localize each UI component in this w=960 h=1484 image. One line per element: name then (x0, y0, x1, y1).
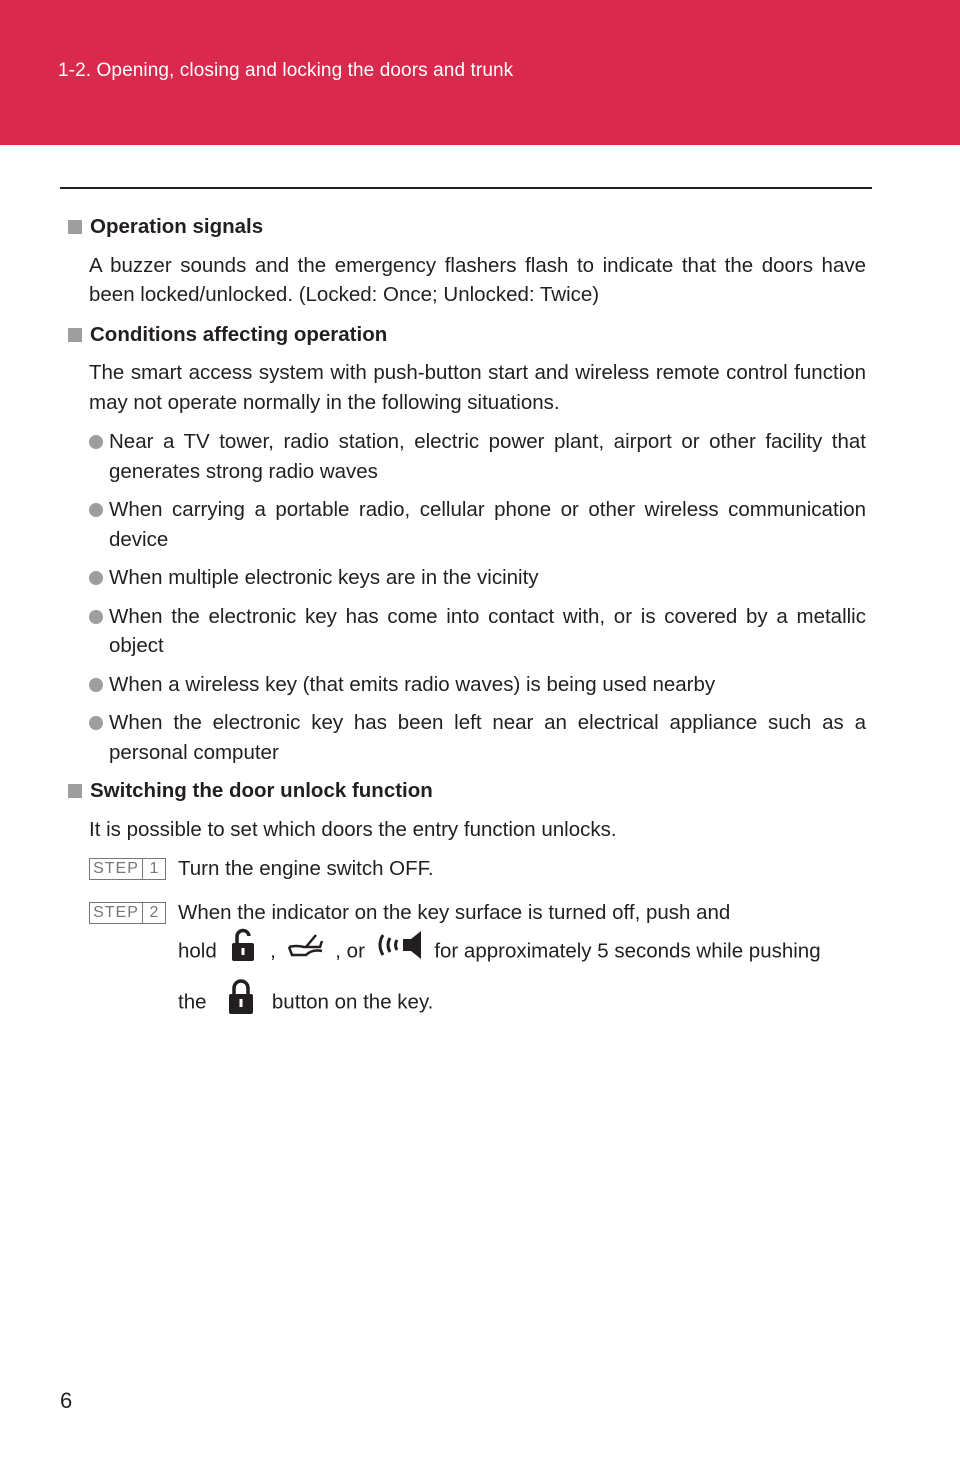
step-word: for approximately 5 seconds while pushing (434, 939, 821, 963)
list-item-text: When a wireless key (that emits radio waves) is being used nearby (109, 672, 716, 696)
list-item-text: When the electronic key has been left near an electrical appliance such as a personal computer (109, 711, 866, 764)
heading-text: Switching the door unlock function (90, 779, 433, 802)
circle-bullet-icon (89, 503, 103, 517)
step-label: STEP (90, 903, 143, 923)
step-line (178, 977, 866, 1029)
step-line: When the indicator on the key surface is turned off, push and (178, 900, 731, 924)
step-word: the (178, 990, 207, 1014)
list-item (89, 708, 866, 767)
step-label: STEP (90, 859, 143, 879)
step-text: Turn the engine switch OFF. (178, 857, 434, 880)
square-bullet-icon (68, 220, 82, 234)
panic-icon (375, 927, 425, 977)
circle-bullet-icon (89, 571, 103, 585)
square-bullet-icon (68, 328, 82, 342)
paragraph-text: The smart access system with push-button start and wireless remote control function may not operate normally in the following situations. (89, 361, 866, 414)
step-word: hold (178, 939, 217, 963)
step-badge (89, 902, 166, 924)
page-header (0, 0, 960, 145)
list-item (89, 563, 866, 593)
list-item-text: Near a TV tower, radio station, electric power plant, airport or other facility that generates strong radio waves (109, 430, 866, 483)
paragraph-switching (66, 815, 866, 845)
page-content (66, 212, 866, 1043)
unlock-icon (226, 927, 260, 977)
step-word: , (270, 939, 276, 963)
list-item-text: When multiple electronic keys are in the vicinity (109, 566, 539, 589)
step-number: 2 (149, 903, 159, 921)
step-badge (89, 858, 166, 880)
step-text (178, 898, 866, 1030)
circle-bullet-icon (89, 435, 103, 449)
list-item-text: When the electronic key has come into contact with, or is covered by a metallic object (109, 604, 866, 657)
step-line (178, 927, 866, 977)
list-item-text: When carrying a portable radio, cellular phone or other wireless communication device (109, 498, 866, 551)
section-title: 1-2. Opening, closing and locking the doors and trunk (58, 60, 514, 81)
paragraph-text: It is possible to set which doors the entry function unlocks. (89, 817, 617, 841)
heading-conditions (66, 320, 866, 350)
heading-switching (66, 776, 866, 806)
page-number: 6 (60, 1388, 73, 1413)
heading-text: Operation signals (90, 215, 264, 238)
trunk-icon (286, 927, 326, 977)
heading-operation-signals (66, 212, 866, 242)
list-item (89, 670, 866, 700)
step-word: , or (335, 939, 365, 963)
lock-icon (226, 977, 256, 1029)
step-1 (89, 854, 866, 884)
list-item (89, 602, 866, 661)
square-bullet-icon (68, 784, 82, 798)
circle-bullet-icon (89, 678, 103, 692)
paragraph-operation-signals (66, 251, 866, 310)
list-item (89, 427, 866, 486)
heading-text: Conditions affecting operation (90, 322, 388, 346)
list-item (89, 495, 866, 554)
paragraph-text: A buzzer sounds and the emergency flashers flash to indicate that the doors have been locked/unlocked. (Locked: Once; Unlocked: Twice) (89, 253, 866, 306)
step-2 (89, 898, 866, 1030)
circle-bullet-icon (89, 610, 103, 624)
paragraph-conditions (66, 358, 866, 417)
step-number: 1 (149, 860, 159, 877)
divider-rule (60, 187, 872, 189)
circle-bullet-icon (89, 716, 103, 730)
step-word: button on the key. (271, 990, 434, 1014)
